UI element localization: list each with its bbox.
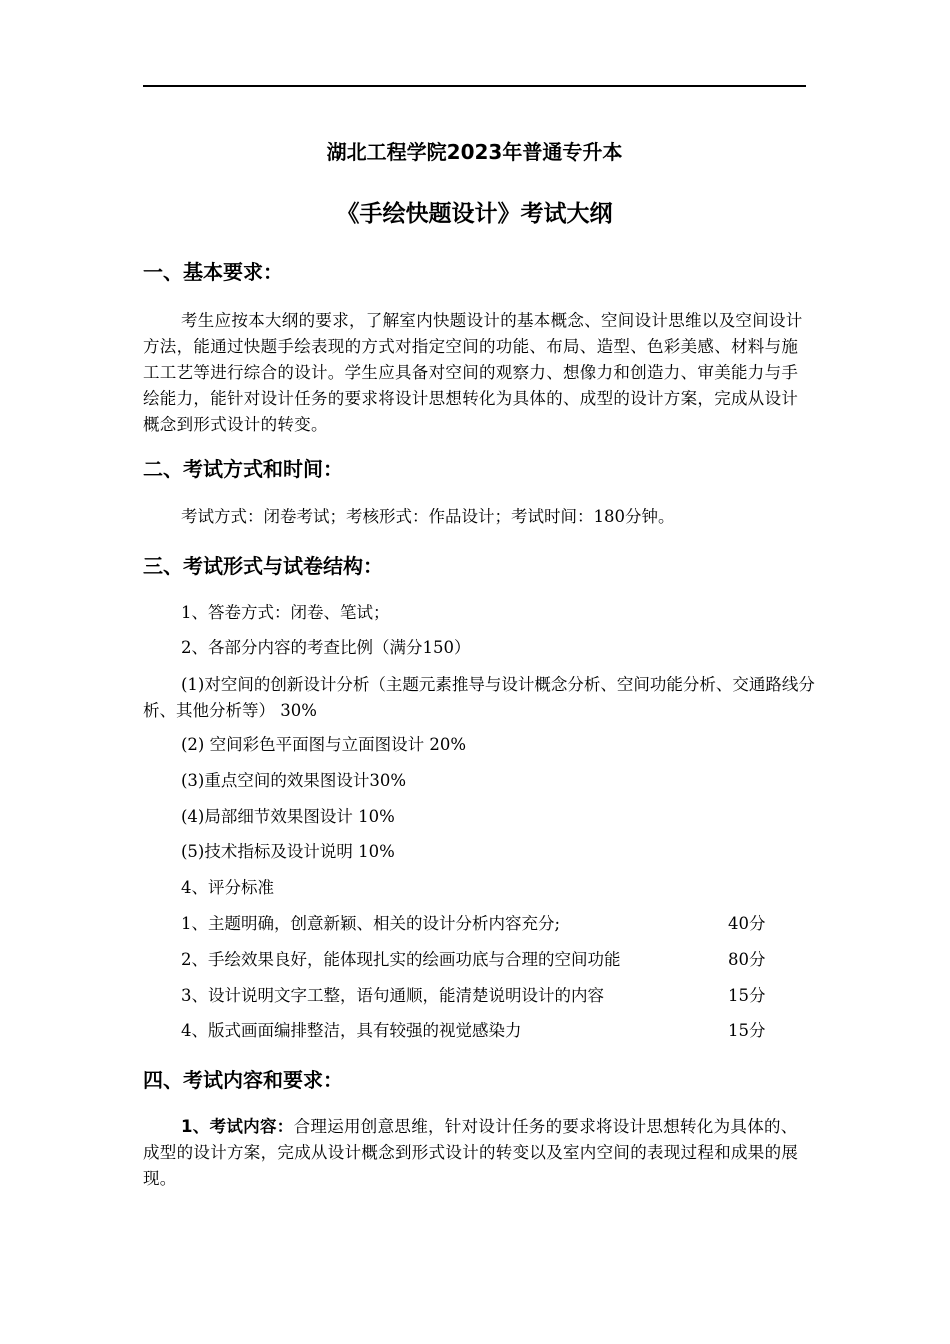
exam-content-paragraph: [143, 1114, 811, 1192]
exam-method-text: 考试方式：闭卷考试；考核形式：作品设计；考试时间：180分钟。: [181, 507, 675, 526]
criteria-text: 1、主题明确，创意新颖、相关的设计分析内容充分;: [181, 914, 561, 933]
ratio-part-4: (4)局部细节效果图设计 10%: [181, 807, 395, 826]
document-title-syllabus: 《手绘快题设计》考试大纲: [336, 201, 613, 227]
document-title-institution: 湖北工程学院2023年普通专升本: [326, 140, 623, 164]
header-rule: [143, 85, 806, 87]
ratio-part-2: (2) 空间彩色平面图与立面图设计 20%: [181, 735, 467, 754]
criteria-score: 15分: [728, 986, 766, 1005]
section-heading-exam-method: 二、考试方式和时间：: [143, 457, 343, 481]
content-ratio-item: 2、各部分内容的考查比例（满分150）: [181, 638, 471, 657]
basic-requirements-paragraph: 考生应按本大纲的要求，了解室内快题设计的基本概念、空间设计思维以及空间设计方法，能通过快题手绘表现的方式对指定空间的功能、布局、造型、色彩美感、材料与施工工艺等进行综合的设计。学生应具备对空间的观察力、想像力和创造力、审美能力与手绘能力，能针对设计任务的要求将设计思想转化为具体的、成型的设计方案，完成从设计概念到形式设计的转变。: [143, 311, 803, 434]
section-heading-exam-content: 四、考试内容和要求：: [143, 1068, 343, 1092]
criteria-score: 15分: [728, 1021, 766, 1040]
section-heading-basic-requirements: 一、基本要求：: [143, 260, 283, 284]
ratio-part-3: (3)重点空间的效果图设计30%: [181, 771, 407, 790]
criteria-text: 2、手绘效果良好，能体现扎实的绘画功底与合理的空间功能: [181, 950, 621, 969]
section-heading-exam-structure: 三、考试形式与试卷结构：: [143, 554, 383, 578]
ratio-part-1: (1)对空间的创新设计分析（主题元素推导与设计概念分析、空间功能分析、交通路线分析、其他分析等） 30%: [143, 675, 815, 720]
exam-content-body: 合理运用创意思维，针对设计任务的要求将设计思想转化为具体的、成型的设计方案，完成从设计概念到形式设计的转变以及室内空间的表现过程和成果的展现。: [143, 1117, 799, 1188]
grading-standard-item: 4、评分标准: [181, 878, 274, 897]
criteria-text: 4、版式画面编排整洁，具有较强的视觉感染力: [181, 1021, 522, 1040]
criteria-score: 40分: [728, 914, 766, 933]
answer-method-item: 1、答卷方式：闭卷、笔试；: [181, 603, 390, 622]
ratio-part-5: (5)技术指标及设计说明 10%: [181, 842, 395, 861]
criteria-text: 3、设计说明文字工整，语句通顺，能清楚说明设计的内容: [181, 986, 604, 1005]
criteria-score: 80分: [728, 950, 766, 969]
exam-content-lead: 1、考试内容：: [181, 1117, 294, 1136]
